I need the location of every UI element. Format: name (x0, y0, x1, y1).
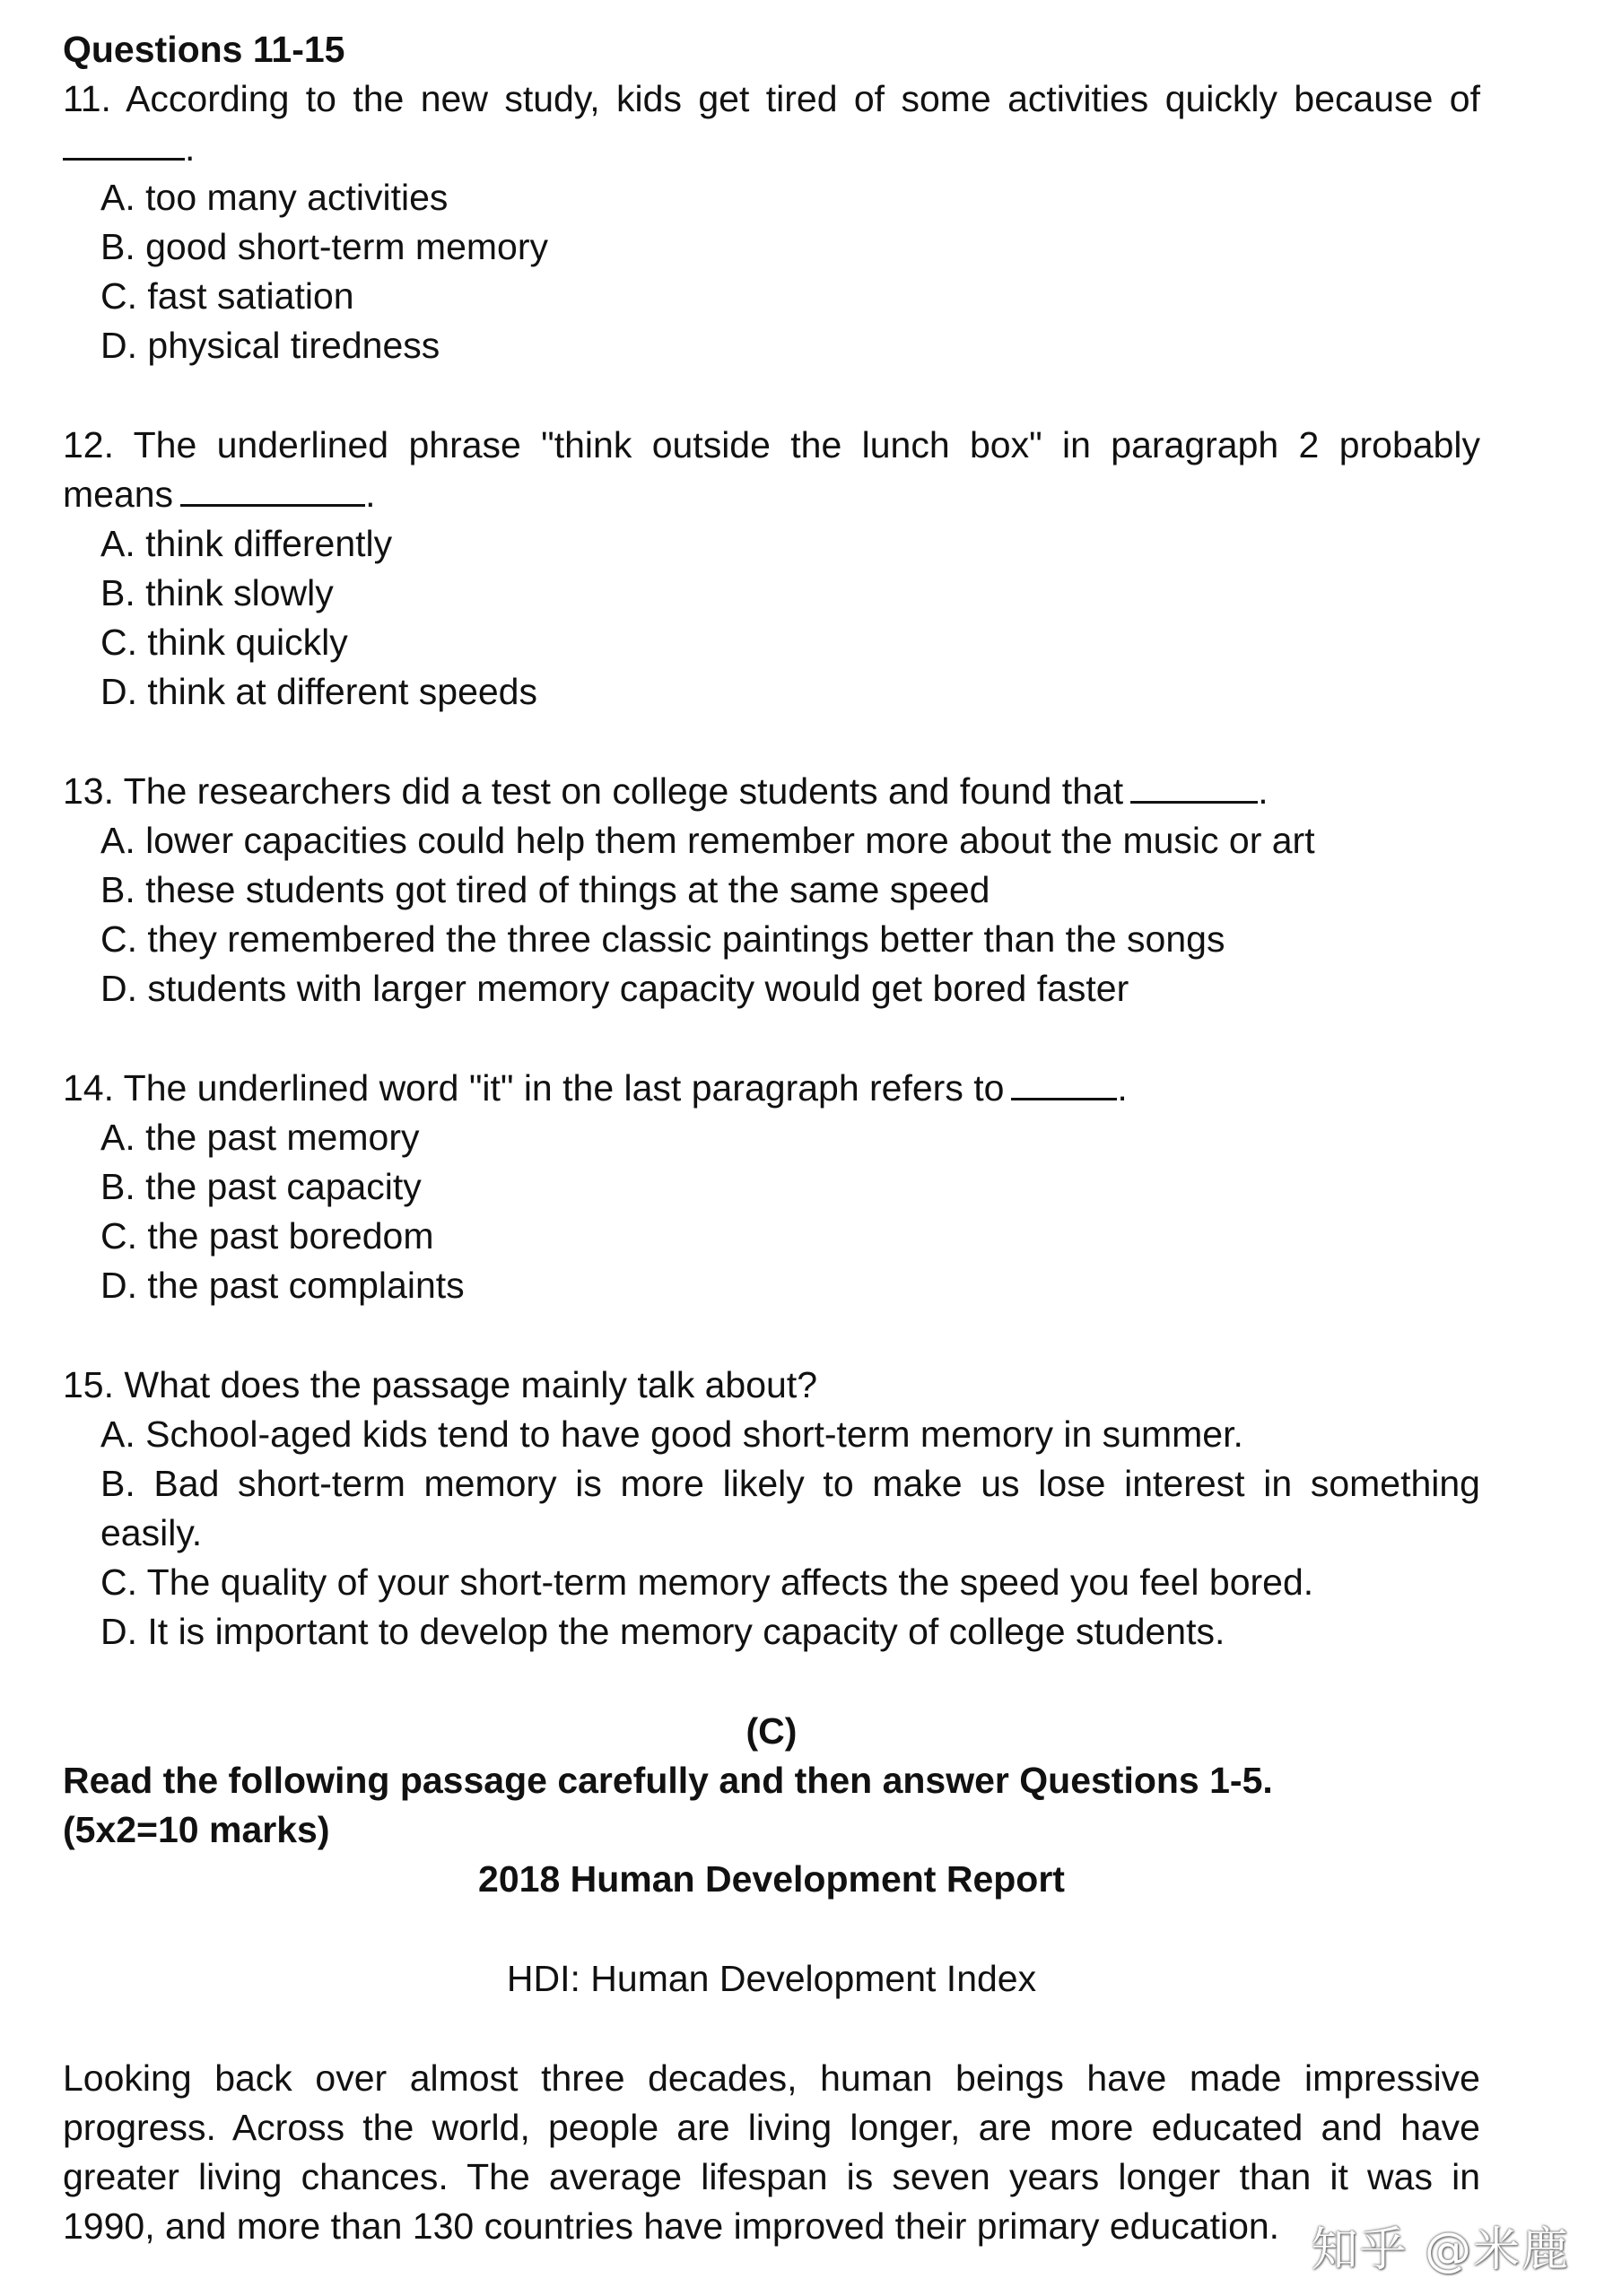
paragraph-line-2: progress. Across the world, people are living longer, are more educated and have (63, 2107, 1480, 2148)
paragraph-line-3: greater living chances. The average lifespan is seven years longer than it was in (63, 2156, 1480, 2197)
question-11-option-b: B. good short-term memory (100, 226, 548, 267)
section-title: Questions 11-15 (63, 29, 345, 70)
question-11-blank-line: . (63, 124, 1480, 173)
question-12-stem-word: means (63, 474, 174, 515)
question-12-option-a: A. think differently (100, 523, 393, 564)
question-12-option-c: C. think quickly (100, 622, 348, 663)
part-c-marks: (5x2=10 marks) (63, 1809, 330, 1850)
question-11-option-a: A. too many activities (100, 177, 449, 218)
question-15-option-b: B. Bad short-term memory is more likely to make us lose interest in something (100, 1463, 1480, 1504)
question-15-stem: 15. What does the passage mainly talk about? (63, 1364, 818, 1405)
document-page (63, 25, 1480, 2251)
question-11-stem: 11. According to the new study, kids get tired of some activities quickly because of (63, 78, 1480, 119)
answer-blank (1011, 1067, 1117, 1100)
report-subtitle: HDI: Human Development Index (506, 1958, 1037, 1999)
question-14-option-b: B. the past capacity (100, 1166, 422, 1207)
question-15-option-a: A. School-aged kids tend to have good short-term memory in summer. (100, 1413, 1243, 1455)
answer-blank (180, 474, 365, 507)
question-12-stem: 12. The underlined phrase "think outside the lunch box" in paragraph 2 probably (63, 424, 1480, 465)
question-14-stem: 14. The underlined word "it" in the last paragraph refers to (63, 1067, 1005, 1109)
question-12-option-b: B. think slowly (100, 572, 334, 613)
answer-blank (1130, 770, 1258, 804)
answer-blank (63, 127, 185, 161)
question-13-option-b: B. these students got tired of things at the same speed (100, 869, 990, 910)
question-13-option-a: A. lower capacities could help them remember more about the music or art (100, 820, 1315, 861)
question-14-option-c: C. the past boredom (100, 1215, 434, 1257)
question-15-option-d: D. It is important to develop the memory capacity of college students. (100, 1611, 1225, 1652)
watermark: 知乎 @米鹿 (1311, 2223, 1570, 2277)
question-13-option-d: D. students with larger memory capacity would get bored faster (100, 968, 1129, 1009)
part-c-label: (C) (745, 1710, 798, 1752)
question-12-stem-cont: means . (63, 474, 376, 515)
question-11-option-d: D. physical tiredness (100, 325, 440, 366)
question-11-option-c: C. fast satiation (100, 275, 354, 317)
part-c-instruction: Read the following passage carefully and then answer Questions 1-5. (63, 1760, 1273, 1801)
question-13-stem-line: 13. The researchers did a test on college students and found that . (63, 770, 1269, 812)
question-14-option-a: A. the past memory (100, 1117, 420, 1158)
question-15-option-c: C. The quality of your short-term memory affects the speed you feel bored. (100, 1561, 1314, 1603)
question-14-option-d: D. the past complaints (100, 1265, 465, 1306)
question-13-option-c: C. they remembered the three classic paintings better than the songs (100, 918, 1225, 960)
paragraph-line-4: 1990, and more than 130 countries have improved their primary education. (63, 2205, 1280, 2247)
paragraph-line-1: Looking back over almost three decades, human beings have made impressive (63, 2057, 1480, 2099)
question-14-stem-line: 14. The underlined word "it" in the last paragraph refers to . (63, 1067, 1128, 1109)
question-12-option-d: D. think at different speeds (100, 671, 537, 712)
report-title: 2018 Human Development Report (478, 1858, 1065, 1900)
question-13-stem: 13. The researchers did a test on college students and found that (63, 770, 1124, 812)
question-15-option-b-cont: easily. (100, 1512, 203, 1553)
